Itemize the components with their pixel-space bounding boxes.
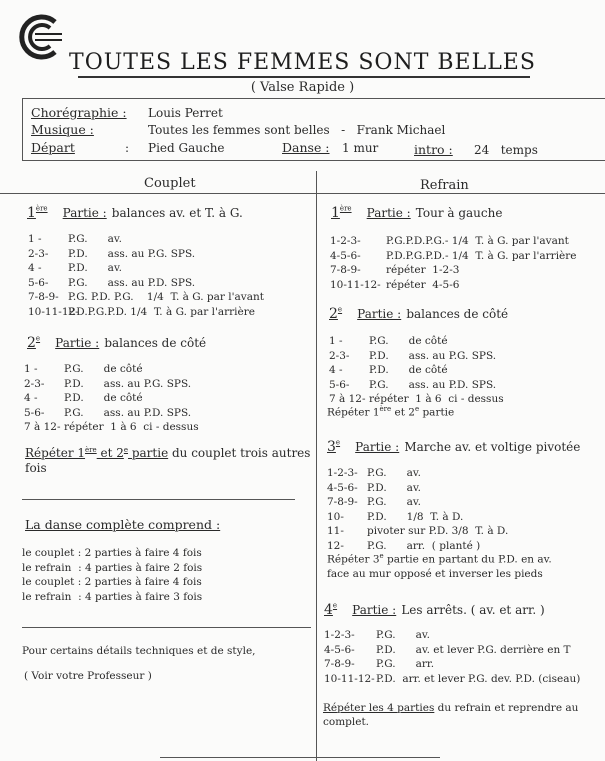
complete-dance-row: le refrain : 4 parties à faire 2 fois [22,561,203,574]
danse-value: 1 mur [342,141,379,155]
step-row [329,334,504,349]
step-text: répéter 4-5-6 [386,278,460,291]
refrain-part1-steps [330,234,577,292]
intro-value: 24 temps [474,143,538,157]
step-text: P.G. av. [68,233,122,245]
step-count: 7-8-9- [324,658,355,670]
step-text: répéter 1-2-3 [386,264,460,276]
step-count: 10-11-12- [28,305,79,318]
step-text: P.D.P.G.P.D.- 1/4 T. à G. par l'arrière [386,249,577,262]
step-count: 4-5-6- [327,481,358,494]
step-row [28,305,264,320]
couplet-part2-header: 2e Partie : balances de côté [27,334,207,351]
step-count: 4-5-6- [330,249,361,262]
step-text: P.D.P.G.P.D. 1/4 T. à G. par l'arrière [68,305,255,318]
step-text: P.D. ass. au P.G. SPS. [68,247,196,260]
music-value: Toutes les femmes sont belles - Frank Michael [148,123,446,137]
complete-dance-title: La danse complète comprend : [25,517,221,532]
step-text: P.D. 1/8 T. à D. [367,510,464,523]
refrain-part2-repeat: Répéter 1ère et 2e partie [327,405,455,419]
step-count: 4-5-6- [324,643,355,656]
depart-value: Pied Gauche [148,141,225,155]
info-box-bottom [22,160,605,161]
depart-label: Départ [31,140,75,155]
refrain-part3-steps [327,466,508,553]
step-count: 4 - [329,364,343,376]
step-row [327,524,508,539]
complete-dance-row: le refrain : 4 parties à faire 3 fois [22,590,203,603]
step-count: 7-8-9- [327,496,358,508]
bottom-rule [160,757,440,758]
step-row [327,539,508,554]
step-text: P.G. arr. ( planté ) [367,539,481,552]
left-divider-1 [22,499,295,500]
couplet-heading: Couplet [144,176,196,191]
refrain-part4-header: 4e Partie : Les arrêts. ( av. et arr. ) [324,601,545,618]
complete-dance-row: le couplet : 2 parties à faire 4 fois [22,576,202,588]
step-count: 10-11-12- [330,278,381,291]
refrain-part4-steps [324,628,580,686]
refrain-final-note-line2: complet. [323,716,370,728]
step-row [24,362,199,377]
step-count: 5-6- [329,378,350,391]
step-text: P.G. av. [367,467,421,479]
step-text: P.D. ass. au P.G. SPS. [64,377,192,390]
step-text: P.G. arr. [376,658,435,670]
step-row [329,378,504,393]
professor-note: ( Voir votre Professeur ) [24,670,152,682]
step-text: pivoter sur P.D. 3/8 T. à D. [367,525,509,537]
step-count: 1 - [329,335,343,347]
refrain-part3-note-line2: face au mur opposé et inverser les pieds [327,568,543,580]
couplet-part1-header: 1ère Partie : balances av. et T. à G. [27,204,243,221]
step-row [28,261,264,276]
step-count: 2-3- [28,247,49,260]
step-text: P.D. av. [68,262,122,274]
step-row [28,276,264,291]
step-text: P.D. de côté [64,392,143,404]
step-row [330,263,577,278]
refrain-heading: Refrain [420,178,469,193]
music-label: Musique : [31,122,94,137]
step-row [324,643,580,658]
refrain-part2-steps [329,334,504,407]
step-row [324,672,580,687]
title-underline [78,76,530,78]
step-row [330,249,577,264]
couplet-part1-steps [28,232,264,319]
step-count: 1 - [24,363,38,375]
step-row [330,234,577,249]
step-count: 11- [327,525,344,537]
step-count: 2-3- [329,349,350,362]
step-row [327,481,508,496]
complete-dance-row: le couplet : 2 parties à faire 4 fois [22,547,202,559]
intro-label: intro : [414,142,453,157]
step-count: 5-6- [28,276,49,289]
step-count: 1-2-3- [330,235,361,247]
step-row [329,363,504,378]
step-text: P.G. ass. au P.D. SPS. [64,406,192,419]
step-text: répéter 1 à 6 ci - dessus [64,421,199,433]
complete-dance-list [22,546,202,604]
step-count: 7 à 12- [329,393,366,405]
step-row [28,232,264,247]
step-count: 10- [327,510,344,523]
step-text: P.G.P.D.P.G.- 1/4 T. à G. par l'avant [386,235,569,247]
step-text: P.G. av. [367,496,421,508]
step-row [327,510,508,525]
subtitle: ( Valse Rapide ) [250,80,355,95]
step-row [24,420,199,435]
refrain-part1-header: 1ère Partie : Tour à gauche [331,204,503,221]
step-count: 2-3- [24,377,45,390]
step-text: P.D. ass. au P.G. SPS. [369,349,497,362]
step-count: 12- [327,539,344,552]
step-text: P.G. de côté [64,363,143,375]
couplet-repeat-note: Répéter 1ère et 2e partie du couplet trois autres [25,446,311,460]
left-divider-2 [22,627,311,628]
step-text: P.G. ass. au P.D. SPS. [68,276,196,289]
page-title: TOUTES LES FEMMES SONT BELLES [69,50,536,75]
step-text: P.D. av. [367,481,421,494]
step-row [24,377,199,392]
step-count: 7-8-9- [28,291,59,303]
step-text: P.G. de côté [369,335,448,347]
step-row [324,657,580,672]
step-count: 10-11-12- [324,672,375,685]
step-row [329,349,504,364]
step-row [330,278,577,293]
couplet-part2-steps [24,362,199,435]
step-text: P.G. ass. au P.D. SPS. [369,378,497,391]
step-text: P.D. av. et lever P.G. derrière en T [376,643,571,656]
info-box-top [22,98,605,99]
choreo-value: Louis Perret [148,106,223,120]
refrain-part2-header: 2e Partie : balances de côté [329,305,509,322]
details-note: Pour certains détails techniques et de style, [22,645,256,657]
info-box-left [22,98,23,160]
column-divider [316,171,317,761]
step-row [28,290,264,305]
step-text: répéter 1 à 6 ci - dessus [369,393,504,405]
step-count: 1 - [28,233,42,245]
step-row [327,466,508,481]
step-text: P.G. P.D. P.G. 1/4 T. à G. par l'avant [68,291,264,303]
step-row [24,406,199,421]
step-count: 7 à 12- [24,421,61,433]
step-count: 4 - [24,392,38,404]
danse-label: Danse : [282,140,330,155]
step-row [28,247,264,262]
step-count: 1-2-3- [324,629,355,641]
refrain-part3-header: 3e Partie : Marche av. et voltige pivotée [327,438,581,455]
depart-colon: : [125,141,130,155]
step-count: 1-2-3- [327,467,358,479]
couplet-repeat-note-line2: fois [25,461,47,475]
step-text: P.D. de côté [369,364,448,376]
step-count: 4 - [28,262,42,274]
step-count: 5-6- [24,406,45,419]
refrain-final-note: Répéter les 4 parties du refrain et reprendre au [323,702,579,714]
step-row [327,495,508,510]
choreo-label: Chorégraphie : [31,105,127,120]
step-count: 7-8-9- [330,264,361,276]
refrain-part3-note: Répéter 3e partie en partant du P.D. en av. [327,552,552,566]
header-divider [0,193,605,194]
step-row [324,628,580,643]
step-row [24,391,199,406]
step-text: P.D. arr. et lever P.G. dev. P.D. (ciseau) [376,672,581,685]
step-text: P.G. av. [376,629,430,641]
